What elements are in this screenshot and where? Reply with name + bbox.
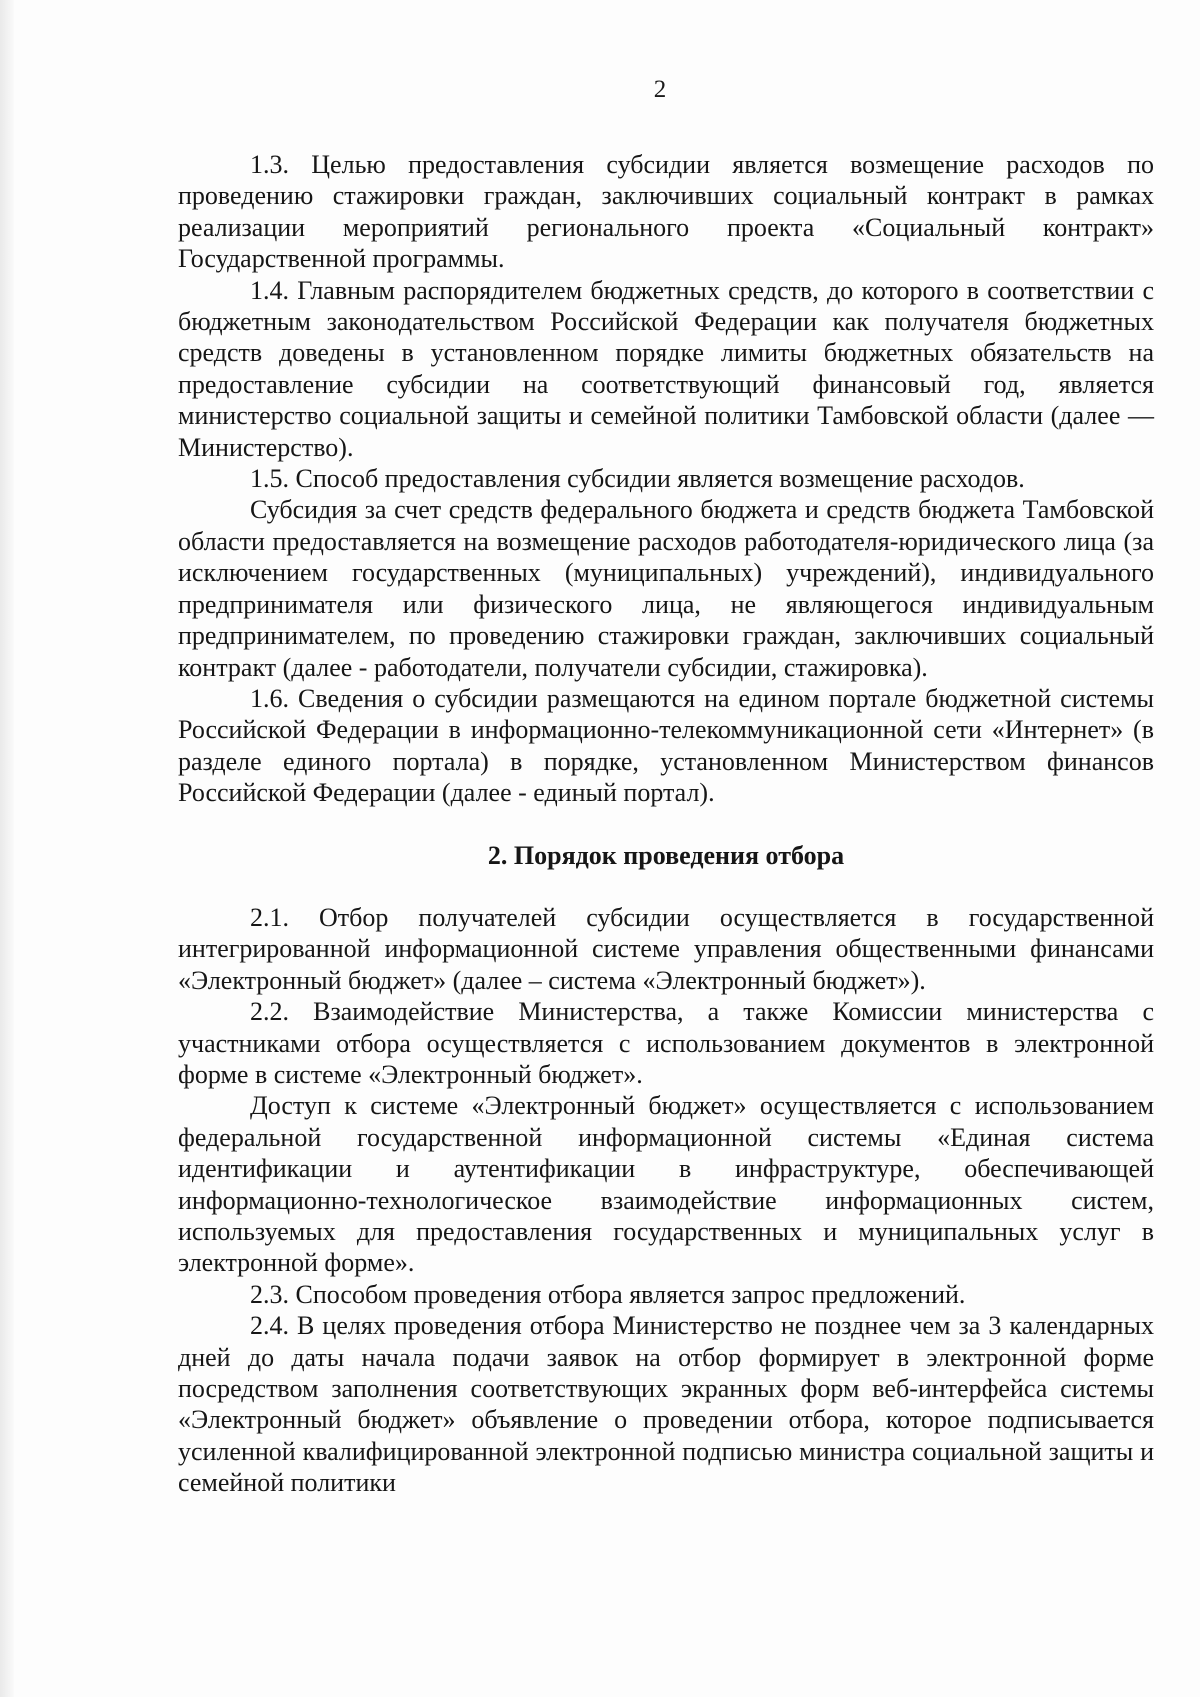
scan-edge xyxy=(0,0,14,1697)
paragraph-1-6: 1.6. Сведения о субсидии размещаются на едином портале бюджетной системы Российской Федерации в информационно-телекоммуникационной сети «Интернет» (в разделе единого портала) в порядке, установленном Министерством финансов Российской Федерации (далее - единый портал). xyxy=(178,683,1154,808)
paragraph-1-3: 1.3. Целью предоставления субсидии является возмещение расходов по проведению стажировки граждан, заключивших социальный контракт в рамках реализации мероприятий регионального проекта «Социальный контракт» Государственной программы. xyxy=(178,150,1154,274)
section-heading: 2. Порядок проведения отбора xyxy=(487,840,845,870)
page-number: 2 xyxy=(653,76,667,103)
paragraph-2-3: 2.3. Способом проведения отбора является запрос предложений. xyxy=(250,1279,966,1309)
paragraph-2-2: 2.2. Взаимодействие Министерства, а также Комиссии министерства с участниками отбора осуществляется с использованием документов в электронной форме в системе «Электронный бюджет». xyxy=(178,997,1154,1089)
paragraph-1-4: 1.4. Главным распорядителем бюджетных средств, до которого в соответствии с бюджетным законодательством Российской Федерации как получателя бюджетных средств доведены в установленном порядке лимиты бюджетных обязательств на предоставление субсидии на соответствующий финансовый год, является министерство социальной защиты и семейной политики Тамбовской области (далее — Министерство). xyxy=(178,275,1154,462)
document-body xyxy=(178,149,1154,1499)
paragraph-2-4: 2.4. В целях проведения отбора Министерство не позднее чем за 3 календарных дней до даты начала подачи заявок на отбор формирует в электронной форме посредством заполнения соответствующих экранных форм веб-интерфейса системы «Электронный бюджет» объявление о проведении отбора, которое подписывается усиленной квалифицированной электронной подписью министра социальной защиты и семейной политики xyxy=(178,1311,1154,1498)
paragraph-system-access: Доступ к системе «Электронный бюджет» осуществляется с использованием федеральной государственной информационной системы «Единая система идентификации и аутентификации в инфраструктуре, обеспечивающей информационно-технологическое взаимодействие информационных систем, используемых для предоставления государственных и муниципальных услуг в электронной форме». xyxy=(178,1091,1154,1278)
paragraph-subsidy-description: Субсидия за счет средств федерального бюджета и средств бюджета Тамбовской области предоставляется на возмещение расходов работодателя-юридического лица (за исключением государственных (муниципальных) учреждений), индивидуального предпринимателя или физического лица, не являющегося индивидуальным предпринимателем, по проведению стажировки граждан, заключивших социальный контракт (далее - работодатели, получатели субсидии, стажировка). xyxy=(178,495,1154,682)
paragraph-1-5: 1.5. Способ предоставления субсидии является возмещение расходов. xyxy=(250,464,1025,494)
paragraph-2-1: 2.1. Отбор получателей субсидии осуществляется в государственной интегрированной информационной системе управления общественными финансами «Электронный бюджет» (далее – система «Электронный бюджет»). xyxy=(178,902,1154,995)
